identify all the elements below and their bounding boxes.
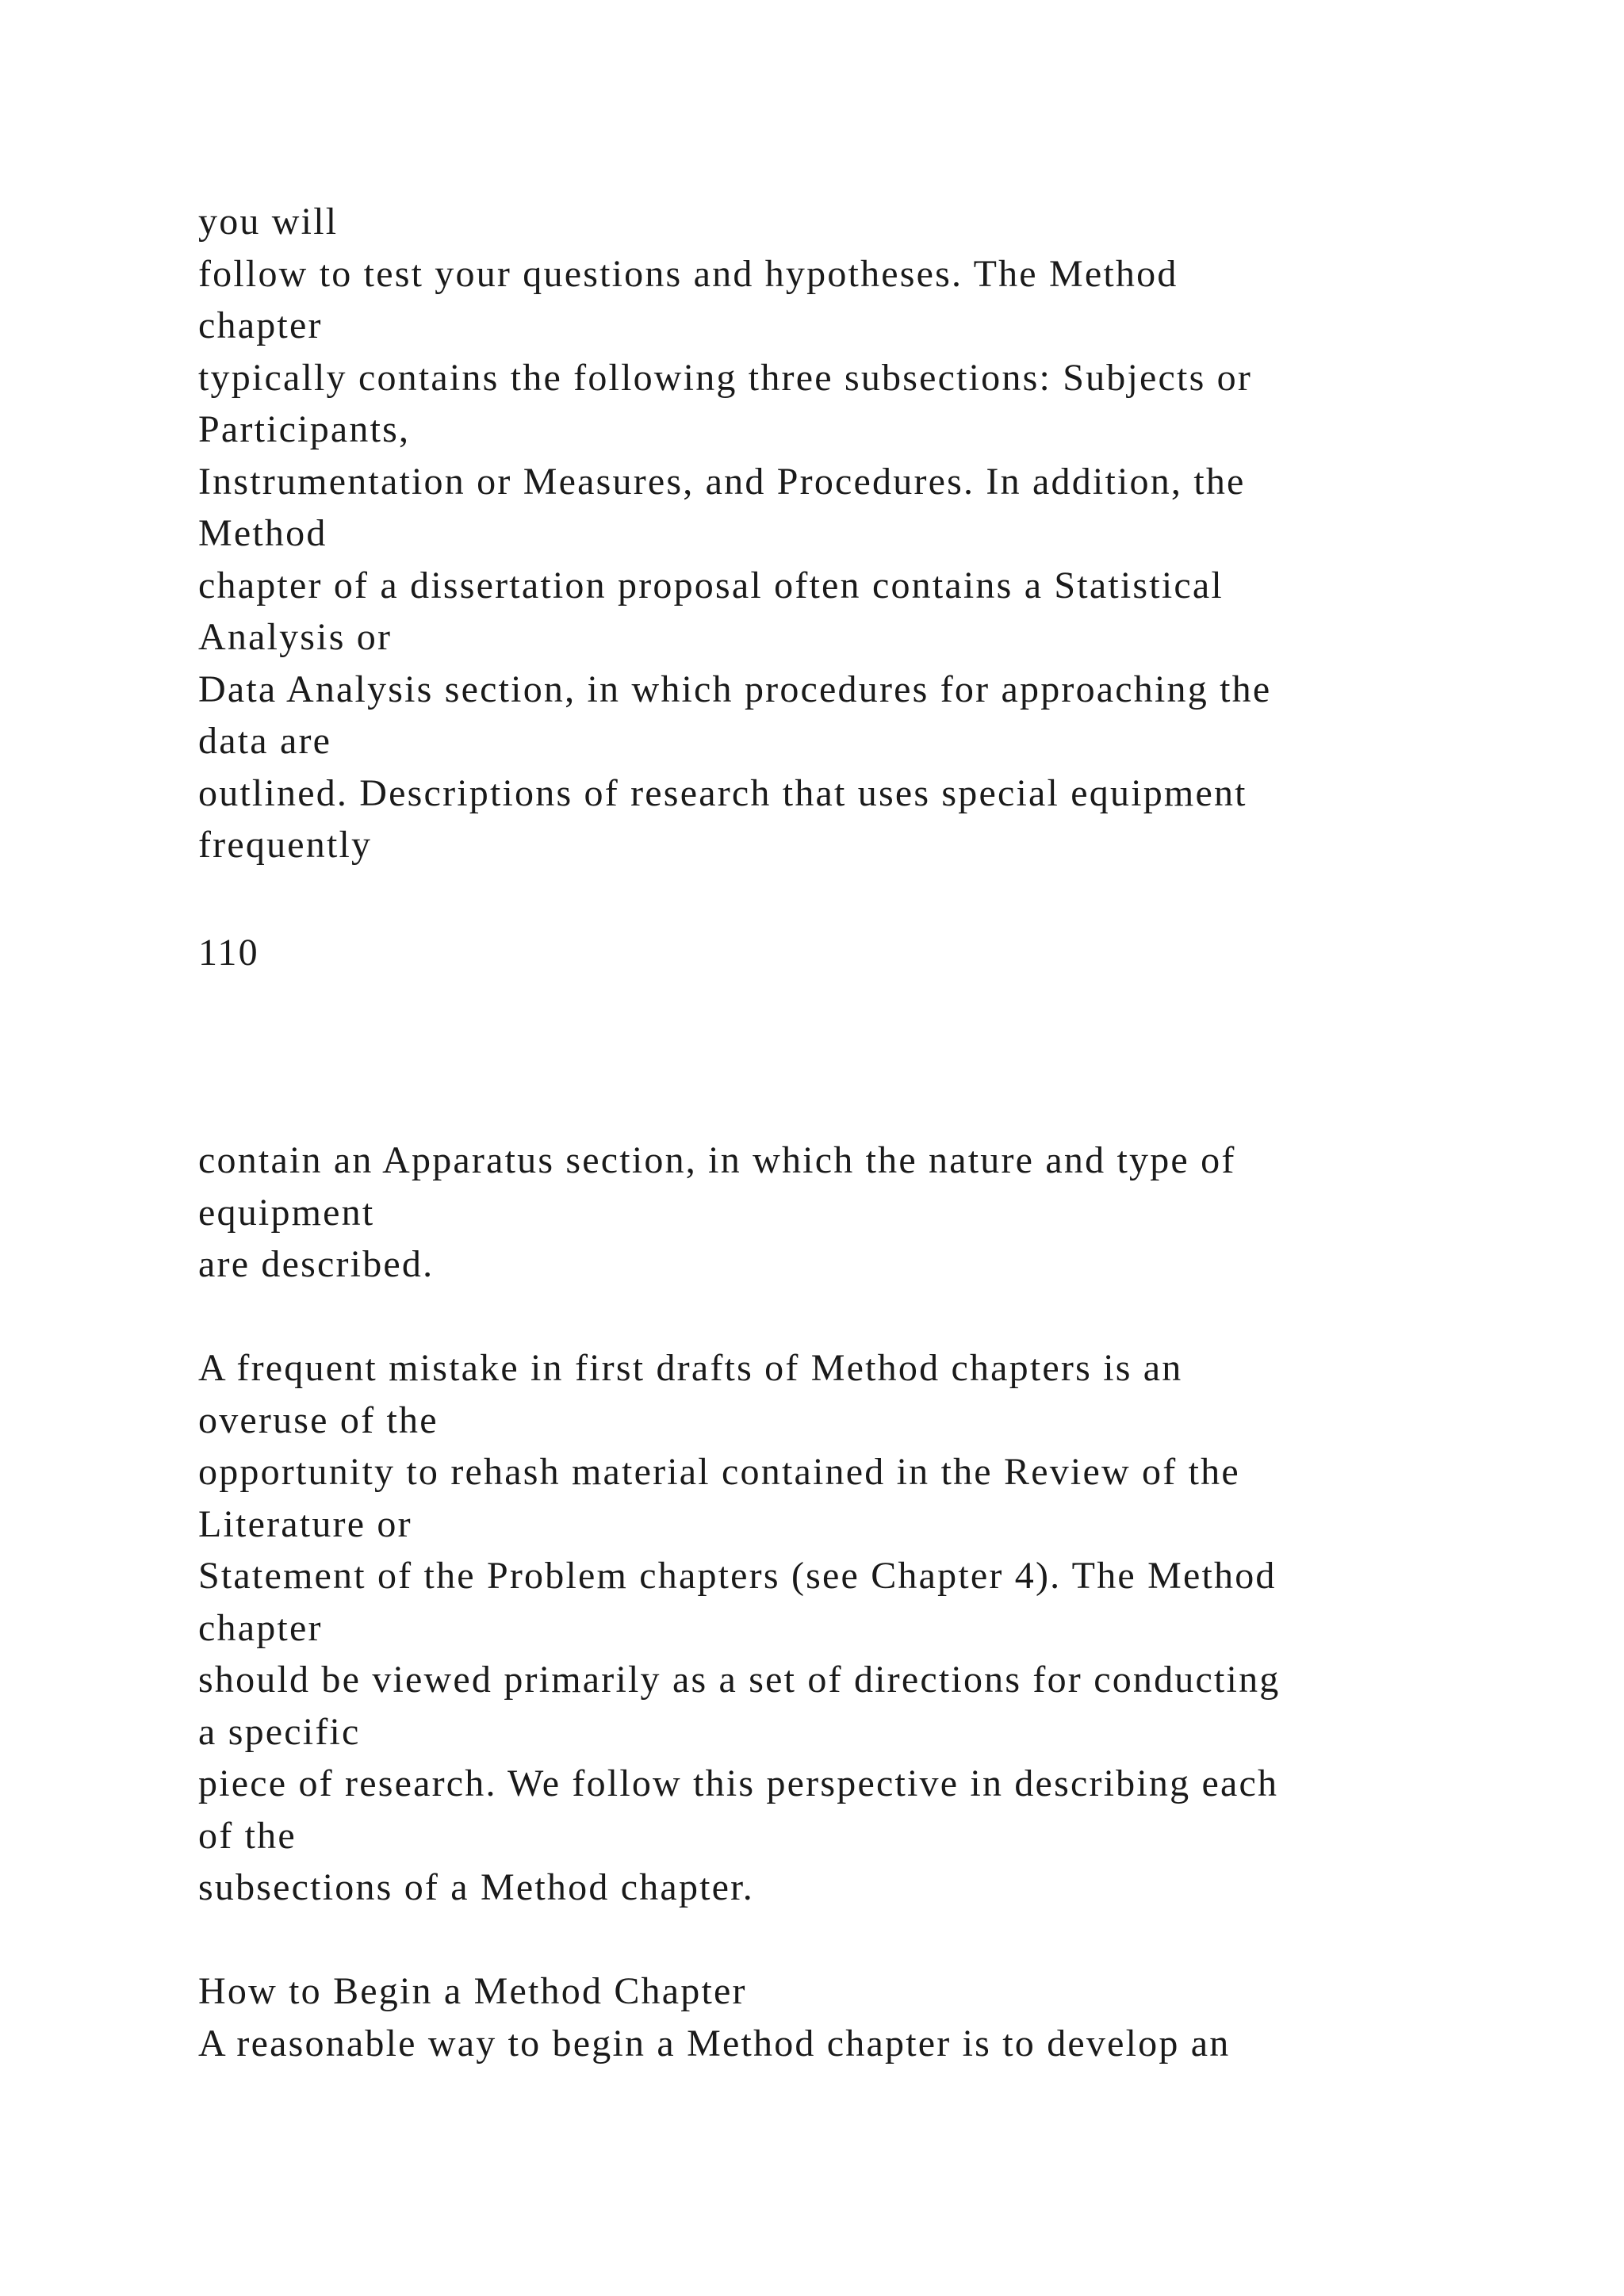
text-line: are described. (198, 1243, 435, 1285)
text-line: Data Analysis section, in which procedures for approaching the (198, 668, 1272, 710)
paragraph-method-intro (198, 196, 1546, 871)
text-line: Instrumentation or Measures, and Procedures. In addition, the (198, 460, 1246, 503)
text-line: opportunity to rehash material contained in the Review of the (198, 1451, 1240, 1493)
text-line: follow to test your questions and hypotheses. The Method (198, 252, 1178, 295)
paragraph-frequent-mistake (198, 1342, 1546, 1914)
text-line: chapter (198, 304, 323, 346)
text-line: contain an Apparatus section, in which the nature and type of (198, 1139, 1236, 1181)
text-line: outlined. Descriptions of research that uses special equipment (198, 771, 1247, 814)
paragraph-apparatus (198, 1135, 1546, 1291)
text-line: Method (198, 512, 327, 554)
text-line: chapter of a dissertation proposal often contains a Statistical (198, 564, 1224, 607)
text-line: A frequent mistake in first drafts of Method chapters is an (198, 1347, 1183, 1389)
text-line: should be viewed primarily as a set of directions for conducting (198, 1659, 1281, 1701)
text-line: a specific (198, 1710, 361, 1753)
page-number (198, 927, 1546, 979)
text-line: subsections of a Method chapter. (198, 1866, 754, 1908)
text-line: data are (198, 720, 332, 762)
section-heading: How to Begin a Method Chapter (198, 1970, 747, 2012)
text-line: frequently (198, 824, 373, 866)
text-line: Statement of the Problem chapters (see Chapter 4). The Method (198, 1555, 1277, 1597)
text-line: overuse of the (198, 1399, 439, 1441)
text-line: Participants, (198, 408, 411, 450)
text-line: piece of research. We follow this perspective in describing each (198, 1762, 1279, 1804)
text-line: Analysis or (198, 616, 393, 658)
text-line: A reasonable way to begin a Method chapter is to develop an (198, 2022, 1231, 2064)
section-how-to-begin (198, 1965, 1546, 2069)
page-number-text: 110 (198, 932, 259, 974)
text-line: chapter (198, 1606, 323, 1649)
text-line: you will (198, 201, 339, 243)
text-line: typically contains the following three subsections: Subjects or (198, 356, 1253, 399)
text-line: Literature or (198, 1502, 412, 1545)
text-line: equipment (198, 1191, 375, 1234)
text-line: of the (198, 1814, 297, 1857)
